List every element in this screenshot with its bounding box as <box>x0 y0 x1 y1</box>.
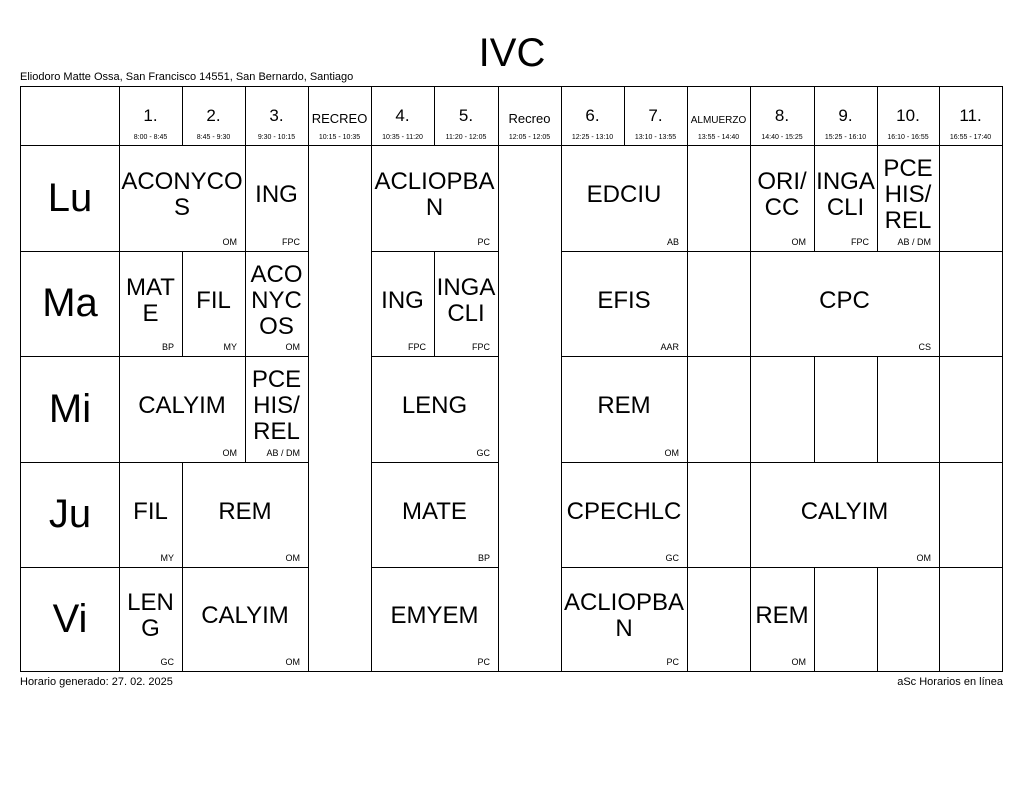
lesson-subject: EDCIU <box>586 181 662 208</box>
grid-line <box>687 567 688 671</box>
lesson-subject: REM <box>218 497 272 525</box>
lesson-teacher: FPC <box>851 237 869 247</box>
lesson-subject: INGACLI <box>436 273 496 327</box>
lesson-teacher: OM <box>285 657 300 667</box>
grid-line <box>498 567 499 671</box>
day-label: Ma <box>42 281 98 325</box>
lesson-teacher: FPC <box>282 237 300 247</box>
lesson-teacher: FPC <box>472 342 490 352</box>
lesson-cell[interactable] <box>561 145 687 251</box>
grid-line <box>498 87 499 145</box>
grid-line <box>939 251 940 356</box>
lesson-cell[interactable] <box>371 251 434 356</box>
lesson-teacher: AB <box>666 237 679 247</box>
period-header <box>308 87 371 145</box>
lesson-teacher: GC <box>665 553 679 563</box>
grid-line <box>814 87 815 145</box>
lesson-subject: REM <box>597 392 651 419</box>
period-label: 9. <box>838 106 853 125</box>
grid-line <box>308 87 309 145</box>
lesson-cell[interactable] <box>119 567 182 671</box>
lesson-subject: LENG <box>127 589 174 642</box>
period-header <box>371 87 434 145</box>
period-label: 10. <box>896 106 920 125</box>
period-time: 14:40 - 15:25 <box>761 134 803 141</box>
lesson-cell[interactable] <box>814 145 877 251</box>
grid-line <box>687 356 688 462</box>
period-header <box>434 87 498 145</box>
grid-line <box>939 356 940 462</box>
day-label: Vi <box>52 597 88 641</box>
period-time: 12:25 - 13:10 <box>571 134 614 141</box>
lesson-cell[interactable] <box>750 145 814 251</box>
lesson-cell[interactable] <box>245 356 308 462</box>
period-label: ALMUERZO <box>690 115 747 126</box>
grid-line <box>308 145 309 251</box>
lesson-subject: EMYEM <box>390 602 479 629</box>
period-header <box>687 87 750 145</box>
grid-line <box>624 87 625 145</box>
lesson-cell[interactable] <box>245 145 308 251</box>
period-time: 13:10 - 13:55 <box>634 134 677 141</box>
day-label: Lu <box>47 176 93 220</box>
grid-line <box>750 87 751 145</box>
lesson-subject: INGACLI <box>816 168 875 221</box>
lesson-subject: PCEHIS/REL <box>251 366 302 445</box>
lesson-cell[interactable] <box>182 462 308 567</box>
lesson-teacher: AB / DM <box>266 448 300 458</box>
grid-line <box>245 87 246 145</box>
lesson-cell[interactable] <box>119 462 182 567</box>
lesson-cell[interactable] <box>750 567 814 671</box>
grid-line <box>371 87 372 145</box>
grid-line <box>687 145 688 251</box>
lesson-subject: CPECHLC <box>566 497 682 525</box>
period-time: 15:25 - 16:10 <box>824 134 867 141</box>
brand-label: aSc Horarios en línea <box>897 676 1003 688</box>
period-header <box>498 87 561 145</box>
period-header <box>624 87 687 145</box>
lesson-cell[interactable] <box>371 356 498 462</box>
grid-line <box>498 356 499 462</box>
lesson-teacher: OM <box>285 553 300 563</box>
grid-line <box>877 567 878 671</box>
lesson-subject: ACONYCOS <box>121 168 243 221</box>
lesson-cell[interactable] <box>561 462 687 567</box>
lesson-teacher: PC <box>666 657 679 667</box>
period-label: 4. <box>395 106 410 125</box>
period-label: Recreo <box>508 111 551 126</box>
school-address: Eliodoro Matte Ossa, San Francisco 14551, San Bernardo, Santiago <box>20 71 354 83</box>
period-time: 9:30 - 10:15 <box>257 134 296 141</box>
period-label: 5. <box>458 106 474 125</box>
lesson-cell[interactable] <box>119 145 245 251</box>
grid-line <box>939 145 940 251</box>
lesson-subject: LENG <box>401 392 468 419</box>
period-label: 2. <box>206 106 221 125</box>
period-time: 10:35 - 11:20 <box>382 134 423 141</box>
grid-line <box>877 356 878 462</box>
lesson-cell[interactable] <box>434 251 498 356</box>
period-label: 7. <box>648 106 663 125</box>
period-time: 11:20 - 12:05 <box>445 134 487 141</box>
lesson-subject: EFIS <box>597 286 651 314</box>
lesson-subject: ACLIOPBAN <box>563 589 685 642</box>
lesson-cell[interactable] <box>750 251 939 356</box>
generated-date: Horario generado: 27. 02. 2025 <box>20 676 173 688</box>
lesson-subject: ACLIOPBAN <box>374 168 495 221</box>
lesson-teacher: OM <box>222 237 237 247</box>
lesson-subject: CALYIM <box>800 497 889 525</box>
grid-line <box>814 356 815 462</box>
grid-line <box>308 251 309 356</box>
lesson-teacher: OM <box>791 237 806 247</box>
lesson-subject: REM <box>755 602 809 629</box>
grid-line <box>498 462 499 567</box>
lesson-teacher: BP <box>161 342 174 352</box>
lesson-subject: CALYIM <box>138 392 226 419</box>
grid-line <box>750 356 751 462</box>
lesson-teacher: OM <box>791 657 806 667</box>
period-time: 13:55 - 14:40 <box>697 134 740 141</box>
grid-line <box>687 462 688 567</box>
lesson-subject: ORI/CC <box>757 168 807 221</box>
lesson-teacher: AAR <box>660 342 679 352</box>
grid-line <box>561 87 562 145</box>
lesson-subject: CPC <box>819 286 870 314</box>
lesson-teacher: OM <box>222 448 237 458</box>
lesson-subject: FIL <box>196 286 231 314</box>
grid-line <box>687 87 688 145</box>
lesson-cell[interactable] <box>182 567 308 671</box>
period-time: 16:10 - 16:55 <box>887 134 929 141</box>
lesson-teacher: MY <box>160 553 174 563</box>
lesson-cell[interactable] <box>561 251 687 356</box>
lesson-cell[interactable] <box>245 251 308 356</box>
period-header <box>245 87 308 145</box>
timetable-grid <box>20 86 1003 672</box>
lesson-cell[interactable] <box>561 567 687 671</box>
lesson-subject: CALYIM <box>201 602 289 629</box>
lesson-teacher: AB / DM <box>897 237 931 247</box>
period-time: 16:55 - 17:40 <box>949 134 992 141</box>
grid-line <box>939 462 940 567</box>
period-time: 10:15 - 10:35 <box>318 134 361 141</box>
day-label: Ju <box>48 492 92 536</box>
lesson-teacher: FPC <box>408 342 426 352</box>
period-time: 8:00 - 8:45 <box>133 134 168 141</box>
period-label: RECREO <box>311 111 368 126</box>
lesson-teacher: MY <box>223 342 237 352</box>
period-label: 6. <box>585 106 600 125</box>
lesson-teacher: GC <box>160 657 174 667</box>
lesson-teacher: OM <box>916 553 931 563</box>
grid-line <box>119 87 120 145</box>
lesson-teacher: CS <box>918 342 931 352</box>
grid-line <box>939 567 940 671</box>
lesson-cell[interactable] <box>119 251 182 356</box>
period-label: 1. <box>143 106 158 125</box>
period-label: 8. <box>774 106 790 125</box>
lesson-subject: FIL <box>133 497 168 525</box>
grid-line <box>814 567 815 671</box>
lesson-cell[interactable] <box>561 356 687 462</box>
lesson-subject: ACONYCOS <box>250 260 303 340</box>
lesson-subject: MATE <box>402 497 467 525</box>
period-header <box>814 87 877 145</box>
lesson-cell[interactable] <box>371 462 498 567</box>
lesson-teacher: PC <box>477 237 490 247</box>
lesson-teacher: BP <box>477 553 490 563</box>
grid-line <box>939 87 940 145</box>
lesson-cell[interactable] <box>877 145 939 251</box>
period-label: 11. <box>959 106 982 125</box>
lesson-subject: ING <box>381 286 424 314</box>
period-label: 3. <box>269 106 284 125</box>
period-header <box>119 87 182 145</box>
period-time: 12:05 - 12:05 <box>508 134 551 141</box>
period-time: 8:45 - 9:30 <box>196 134 231 141</box>
period-header <box>877 87 939 145</box>
lesson-subject: PCEHIS/REL <box>883 155 933 234</box>
grid-line <box>308 356 309 462</box>
lesson-cell[interactable] <box>371 145 498 251</box>
lesson-teacher: OM <box>285 342 300 352</box>
period-header <box>750 87 814 145</box>
lesson-subject: ING <box>255 181 298 208</box>
grid-line <box>308 567 309 671</box>
period-header <box>182 87 245 145</box>
grid-line <box>434 87 435 145</box>
grid-line <box>687 251 688 356</box>
page-title: IVC <box>478 31 546 75</box>
period-header <box>939 87 1002 145</box>
lesson-teacher: GC <box>476 448 490 458</box>
lesson-subject: MATE <box>126 273 175 327</box>
grid-line <box>308 462 309 567</box>
day-label: Mi <box>48 387 92 431</box>
lesson-cell[interactable] <box>119 356 245 462</box>
grid-line <box>498 145 499 251</box>
grid-line <box>182 87 183 145</box>
grid-line <box>498 251 499 356</box>
lesson-teacher: OM <box>664 448 679 458</box>
lesson-teacher: PC <box>477 657 490 667</box>
lesson-cell[interactable] <box>182 251 245 356</box>
grid-line <box>877 87 878 145</box>
period-header <box>561 87 624 145</box>
lesson-cell[interactable] <box>371 567 498 671</box>
lesson-cell[interactable] <box>750 462 939 567</box>
